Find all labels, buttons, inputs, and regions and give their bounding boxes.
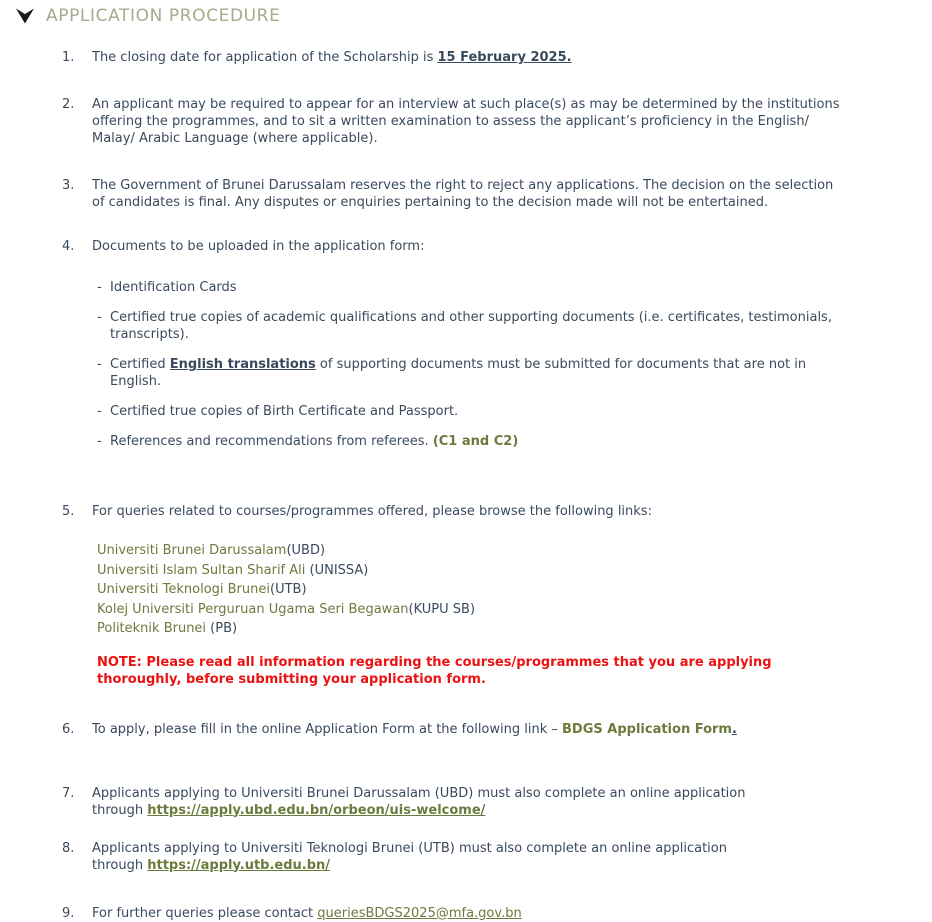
bdgs-application-form-link[interactable]: BDGS Application Form bbox=[562, 721, 732, 737]
item-3-number: 3. bbox=[62, 178, 75, 193]
doc-academic-qualifications: Certified true copies of academic qualifications and other supporting documents (i.e. certificates, testimonials, transcripts). bbox=[110, 310, 832, 342]
list-item: Universiti Brunei Darussalam(UBD) bbox=[97, 543, 326, 558]
list-item bbox=[97, 403, 907, 420]
item-9-number: 9. bbox=[62, 905, 75, 921]
doc-identification-cards: Identification Cards bbox=[110, 280, 237, 295]
bullet-dash: - bbox=[97, 434, 102, 449]
item-2-text: An applicant may be required to appear for an interview at such place(s) as may be determined by the institutions offering the programmes, and to sit a written examination to assess the applicant’s proficiency in the English/ Malay/ Arabic Language (where applicable). bbox=[92, 97, 840, 146]
section-title: APPLICATION PROCEDURE bbox=[46, 6, 281, 26]
item-8-number: 8. bbox=[62, 840, 75, 856]
item-7-text: Applicants applying to Universiti Brunei Darussalam (UBD) must also complete an online application through https://apply.ubd.edu.bn/orbeon/uis-welcome/ bbox=[92, 785, 746, 818]
list-item: Politeknik Brunei (PB) bbox=[97, 621, 238, 636]
list-item bbox=[97, 279, 907, 296]
doc-references: References and recommendations from referees. (C1 and C2) bbox=[110, 434, 519, 449]
item-3 bbox=[62, 177, 932, 211]
link-unissa[interactable]: Universiti Islam Sultan Sharif Ali bbox=[97, 562, 306, 578]
link-pb[interactable]: Politeknik Brunei bbox=[97, 621, 207, 636]
university-links bbox=[97, 541, 907, 639]
item-2-number: 2. bbox=[62, 97, 75, 112]
item-6 bbox=[62, 721, 932, 738]
queries-email-link[interactable]: queriesBDGS2025@mfa.gov.bn bbox=[317, 905, 522, 921]
item-1 bbox=[62, 49, 932, 66]
utb-apply-url-link[interactable]: https://apply.utb.edu.bn/ bbox=[147, 857, 331, 873]
doc-english-translations: Certified English translations of supporting documents must be submitted for documents that are not in English. bbox=[110, 357, 807, 389]
item-9 bbox=[62, 905, 932, 922]
list-item: Universiti Teknologi Brunei(UTB) bbox=[97, 582, 307, 597]
c1-c2-highlight: (C1 and C2) bbox=[432, 434, 519, 449]
item-7 bbox=[62, 785, 932, 819]
list-item: Kolej Universiti Perguruan Ugama Seri Begawan(KUPU SB) bbox=[97, 601, 476, 617]
note-warning: NOTE: Please read all information regarding the courses/programmes that you are applying thoroughly, before submitting your application form. bbox=[97, 654, 772, 687]
bullet-dash: - bbox=[97, 280, 102, 295]
item-6-text: To apply, please fill in the online Application Form at the following link – BDGS Application Form. bbox=[92, 721, 737, 737]
link-kupu-sb[interactable]: Kolej Universiti Perguruan Ugama Seri Begawan bbox=[97, 601, 409, 617]
item-1-text: The closing date for application of the Scholarship is 15 February 2025. bbox=[92, 50, 572, 65]
ubd-apply-url-link[interactable]: https://apply.ubd.edu.bn/orbeon/uis-welcome/ bbox=[147, 802, 486, 818]
collapse-down-arrow-icon[interactable] bbox=[15, 8, 35, 24]
item-5-number: 5. bbox=[62, 504, 75, 519]
bullet-dash: - bbox=[97, 357, 102, 372]
item-2 bbox=[62, 96, 932, 147]
item-4 bbox=[62, 238, 932, 450]
bullet-dash: - bbox=[97, 310, 102, 325]
english-translations-emphasis: English translations bbox=[169, 357, 316, 372]
item-8 bbox=[62, 840, 932, 874]
item-6-number: 6. bbox=[62, 721, 75, 737]
item-8-text: Applicants applying to Universiti Teknologi Brunei (UTB) must also complete an online application through https://apply.utb.edu.bn/ bbox=[92, 840, 727, 873]
list-item bbox=[97, 433, 907, 450]
bullet-dash: - bbox=[97, 404, 102, 419]
doc-birth-certificate-passport: Certified true copies of Birth Certificate and Passport. bbox=[110, 404, 459, 419]
item-4-number: 4. bbox=[62, 239, 75, 254]
closing-date-emphasis: 15 February 2025. bbox=[437, 50, 572, 65]
item-7-number: 7. bbox=[62, 785, 75, 801]
link-ubd[interactable]: Universiti Brunei Darussalam bbox=[97, 543, 287, 558]
section-header bbox=[0, 5, 932, 27]
list-item bbox=[97, 309, 907, 343]
list-item: Universiti Islam Sultan Sharif Ali (UNISSA) bbox=[97, 562, 369, 578]
item-5 bbox=[62, 503, 932, 688]
item-1-number: 1. bbox=[62, 50, 75, 65]
link-utb[interactable]: Universiti Teknologi Brunei bbox=[97, 582, 270, 597]
item-3-text: The Government of Brunei Darussalam reserves the right to reject any applications. The decision on the selection of candidates is final. Any disputes or enquiries pertaining to the decision made will not be entertained. bbox=[92, 178, 834, 210]
item-4-intro: Documents to be uploaded in the application form: bbox=[92, 239, 425, 254]
list-item bbox=[97, 356, 907, 390]
item-5-intro: For queries related to courses/programmes offered, please browse the following links: bbox=[92, 504, 652, 519]
documents-list bbox=[92, 279, 907, 450]
item-9-text: For further queries please contact queriesBDGS2025@mfa.gov.bn bbox=[92, 905, 522, 921]
form-link-period: . bbox=[731, 721, 737, 737]
